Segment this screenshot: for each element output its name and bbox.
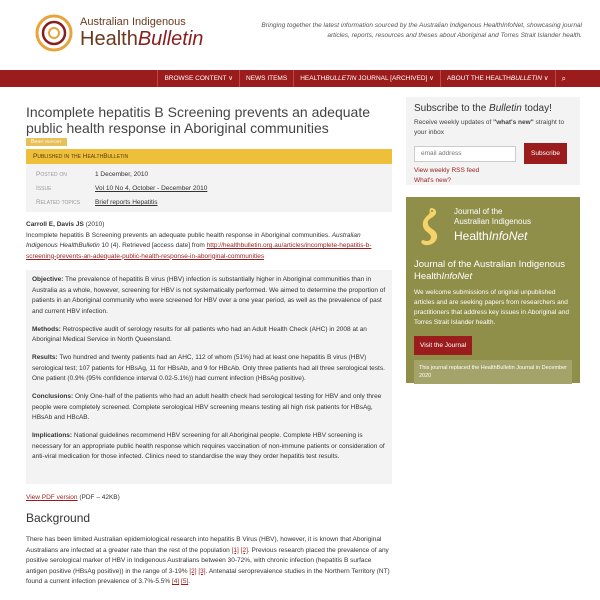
subscribe-box — [406, 97, 580, 185]
nav-news-items[interactable]: NEWS ITEMS — [239, 70, 293, 87]
ref-link[interactable]: [4] — [171, 578, 180, 585]
issue-link[interactable]: Vol 10 No 4, October - December 2010 — [95, 185, 208, 192]
infonet-logo-text: Journal of the Australian Indigenous — [454, 207, 531, 226]
published-in-bar: Published in the HealthBulletin — [26, 149, 392, 164]
infonet-logo[interactable] — [414, 205, 572, 253]
lizard-icon — [414, 205, 448, 249]
pdf-line: View PDF version (PDF – 42KB) — [26, 494, 120, 501]
article-type-badge[interactable]: Brief report — [26, 138, 67, 146]
whats-new-link[interactable]: What's new? — [414, 177, 452, 184]
search-icon[interactable]: ⌕ — [555, 70, 572, 87]
site-tagline: Bringing together the latest information sourced by the Australian Indigenous HealthInfoNet, showcasing journal articles, reports, resources and theses about Aboriginal and Torres Strait Islander health. — [261, 22, 582, 39]
page-title: Incomplete hepatitis B Screening prevents an adequate public health response in Aboriginal communities — [26, 104, 371, 136]
infonet-journal-box — [406, 197, 580, 383]
view-pdf-link[interactable]: View PDF version — [26, 494, 78, 501]
email-input[interactable] — [414, 146, 516, 162]
rss-feed-link[interactable]: View weekly RSS feed — [414, 167, 480, 174]
ref-link[interactable]: [5] — [181, 578, 189, 585]
posted-value: 1 December, 2010 — [95, 171, 149, 178]
abstract-implications: Implications: National guidelines recommend HBV screening for all Aboriginal people. Complete HBV screening is necessary for an appropriate public health response which requires vaccination of non-immune patients or consideration of anti-viral medication for those infected. Clinics need to standardise the way they order hepatitis test results. — [32, 432, 385, 460]
nav-about[interactable]: ABOUT THE HEALTHBULLETIN ∨ — [440, 70, 555, 87]
infonet-title: Journal of the Australian Indigenous HealthInfoNet — [414, 259, 566, 282]
background-heading: Background — [26, 511, 91, 525]
logo-text-bottom: HealthBulletin — [80, 28, 204, 50]
article-meta — [26, 164, 392, 212]
subscribe-desc: Receive weekly updates of "what's new" straight to your inbox — [414, 119, 565, 136]
site-header — [0, 0, 600, 70]
ref-link[interactable]: [3] — [198, 567, 206, 575]
infonet-desc: We welcome submissions of original unpublished articles and are seeking papers from researchers and practitioners that address key issues in Aboriginal and Torres Strait Islander health. — [414, 289, 570, 326]
sidebar — [406, 97, 580, 383]
abstract-results: Results: Two hundred and twenty patients had an AHC, 112 of whom (51%) had at least one hepatitis B virus (HBV) serological test; 107 patients for HBsAg, 11 for HBsAb, and 9 for HBcAb. Only three patients had all three serological tests. One patient (0.9% (95% confidence interval 0.02-5.1%)) had current infection (HBsAg positive). — [32, 354, 385, 382]
topics-link[interactable]: Brief reports Hepatitis — [95, 199, 158, 206]
ref-link[interactable]: [2] — [240, 546, 248, 554]
abstract-methods: Methods: Retrospective audit of serology results for all patients who had an Adult Health Check (AHC) in 2008 at an Aboriginal Medical Service in North Queensland. — [32, 325, 367, 343]
article-main — [26, 104, 392, 588]
citation-url-link[interactable]: http://healthbulletin.org.au/articles/incomplete-hepatitis-b-screening-prevents-an-adequate-public-health-response-in-aboriginal-communities — [26, 242, 372, 260]
citation-authors: Carroll E, Davis JS — [26, 221, 84, 228]
subscribe-button[interactable]: Subscribe — [524, 143, 567, 164]
visit-journal-button[interactable]: Visit the Journal — [414, 336, 472, 355]
abstract-box — [26, 270, 392, 484]
background-text: There has been limited Australian epidemiological research into hepatitis B Virus (HBV), however, it is known that Aboriginal Australians are infected at a greater rate than the rest of the population [1] [2]. Previous research placed the prevalence of any positive serological marker of HBV in Indigenous Australians between 30-72%, with chronic infection (hepatitis B surface antigen positive (HBsAg positive)) in the range of 3-19% [2] [3]. Antenatal seroprevalence studies in the Northern Territory (NT) found a current infection prevalence of 3.7%-5.5% [4] [5]. — [26, 536, 390, 585]
site-logo[interactable] — [34, 13, 214, 53]
logo-text-top: Australian Indigenous — [80, 16, 186, 28]
logo-circles-icon — [34, 13, 74, 53]
issue-label: Issue — [36, 185, 52, 192]
nav-browse-content[interactable]: BROWSE CONTENT ∨ — [157, 70, 239, 87]
posted-label: Posted on — [36, 171, 67, 178]
citation-journal: Australian Indigenous HealthBulletin — [26, 231, 361, 249]
subscribe-title: Subscribe to the Bulletin today! — [414, 103, 552, 114]
nav-journal-archived[interactable]: HEALTHBULLETIN JOURNAL [ARCHIVED] ∨ — [293, 70, 440, 87]
replaced-note: This journal replaced the HealthBulletin Journal in December 2020 — [414, 360, 572, 384]
infonet-logo-wordmark: HealthInfoNet — [454, 229, 528, 243]
topics-label: Related topics — [36, 199, 81, 206]
abstract-objective: Objective: The prevalence of hepatitis B virus (HBV) infection is substantially higher in Aboriginal communities than in Australia as a whole, however, screening for HBV is not systematically performed. We aimed to determine the proportion of patients in an Aboriginal community who were screened for HBV over a one year period, as well as the prevalence of past and current HBV infection. — [32, 276, 386, 315]
ref-link[interactable]: [2] — [189, 567, 197, 575]
ref-link[interactable]: [1] — [231, 546, 239, 554]
citation: Carroll E, Davis JS (2010) Incomplete hepatitis B Screening prevents an adequate public health response in Aboriginal communities. Australian Indigenous HealthBulletin 10 (4). Retrieved [access date] from http://healthbulletin.org.au/articles/incomplete-hepatitis-b-screening-prevents-an-adequate-public-health-response-in-aboriginal-communities — [26, 221, 372, 260]
abstract-conclusions: Conclusions: Only One-half of the patients who had an adult health check had serological testing for HBV and only three people were completely screened. Complete serological HBV screening means testing all high risk patients for HBsAg, HBsAb and HBcAB. — [32, 393, 382, 421]
main-nav — [0, 70, 600, 87]
